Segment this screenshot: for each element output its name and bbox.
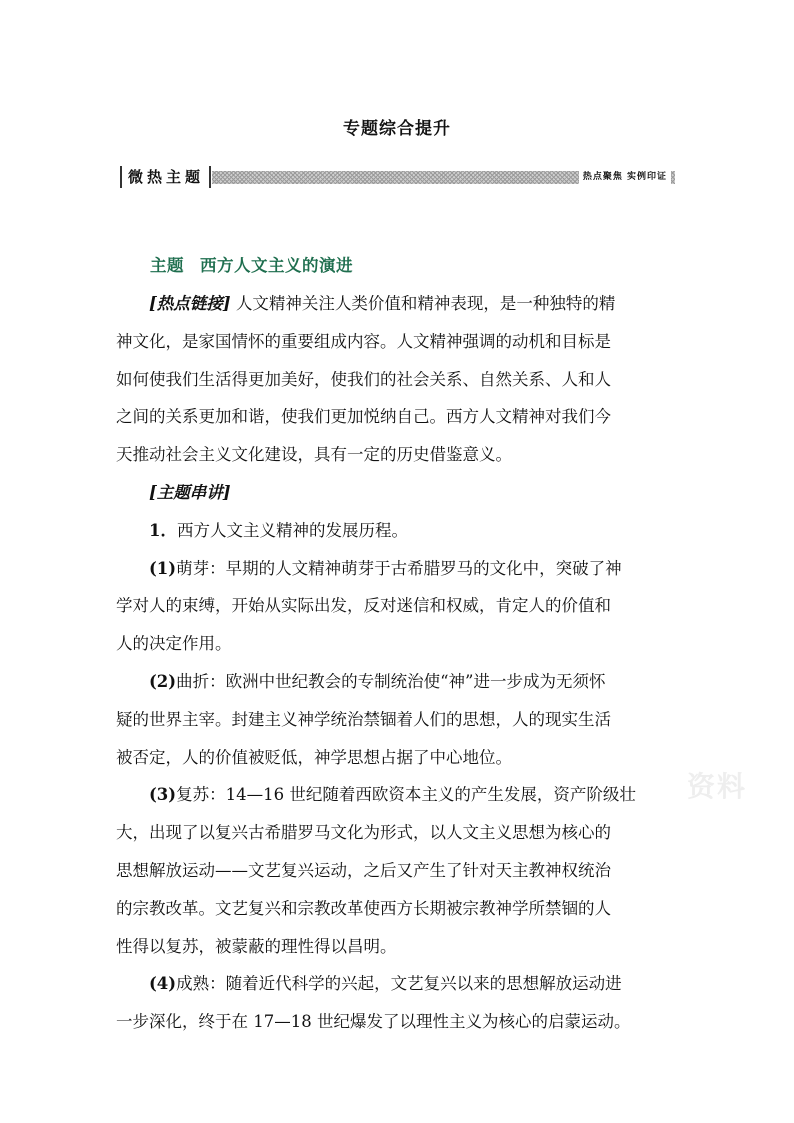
paragraph-line: 大，出现了以复兴古希腊罗马文化为形式，以人文主义思想为核心的 [116, 823, 611, 843]
paragraph-line: [热点链接] 人文精神关注人类价值和精神表现，是一种独特的精 [149, 294, 616, 313]
section-prefix: 主题 [150, 256, 184, 275]
banner-label: 微热主题 [120, 166, 211, 188]
paragraph-line: 学对人的束缚，开始从实际出发，反对迷信和权威，肯定人的价值和 [116, 596, 611, 616]
body-text [116, 285, 682, 1041]
paragraph-line: 的宗教改革。文艺复兴和宗教改革使西方长期被宗教神学所禁锢的人 [116, 898, 611, 918]
paragraph-line: 人的决定作用。 [116, 634, 232, 654]
watermark: 资料 [687, 770, 748, 803]
paragraph-line: (1)萌芽：早期的人文精神萌芽于古希腊罗马的文化中，突破了神 [149, 558, 622, 578]
paragraph-line: 性得以复苏，被蒙蔽的理性得以昌明。 [116, 936, 397, 956]
list-number: 1． [149, 520, 177, 540]
item-number: (1) [149, 558, 177, 578]
section-title [150, 252, 353, 276]
paragraph-line: 被否定，人的价值被贬低，神学思想占据了中心地位。 [116, 747, 512, 767]
paragraph-line: 疑的世界主宰。封建主义神学统治禁锢着人们的思想，人的现实生活 [116, 709, 611, 729]
banner-tag: 热点聚焦 实例印证 [579, 170, 671, 185]
section-title-text: 西方人文主义的演进 [200, 256, 353, 275]
paragraph-line: 一步深化，终于在 17—18 世纪爆发了以理性主义为核心的启蒙运动。 [116, 1012, 631, 1032]
paragraph-line: (2)曲折：欧洲中世纪教会的专制统治使“神”进一步成为无须怀 [149, 671, 606, 691]
paragraph-line: 之间的关系更加和谐，使我们更加悦纳自己。西方人文精神对我们今 [116, 407, 611, 427]
paragraph-line: 神文化，是家国情怀的重要组成内容。人文精神强调的动机和目标是 [116, 331, 611, 351]
list-heading: 1．西方人文主义精神的发展历程。 [149, 520, 408, 540]
item-number: (3) [149, 785, 177, 805]
topic-banner [120, 166, 675, 188]
item-number: (2) [149, 671, 177, 691]
paragraph-line: 思想解放运动——文艺复兴运动，之后又产生了针对天主教神权统治 [116, 860, 611, 880]
hotspot-link-tag: [热点链接] [149, 294, 231, 313]
item-number: (4) [149, 974, 177, 994]
paragraph-line: 如何使我们生活得更加美好，使我们的社会关系、自然关系、人和人 [116, 369, 611, 389]
document-title: 专题综合提升 [343, 119, 451, 139]
paragraph-line: 天推动社会主义文化建设，具有一定的历史借鉴意义。 [116, 445, 512, 465]
paragraph-line: (3)复苏：14—16 世纪随着西欧资本主义的产生发展，资产阶级壮 [149, 785, 636, 805]
topic-lecture-tag: [主题串讲] [149, 482, 231, 502]
paragraph-line: (4)成熟：随着近代科学的兴起，文艺复兴以来的思想解放运动进 [149, 974, 622, 994]
paragraph-line [116, 474, 682, 512]
